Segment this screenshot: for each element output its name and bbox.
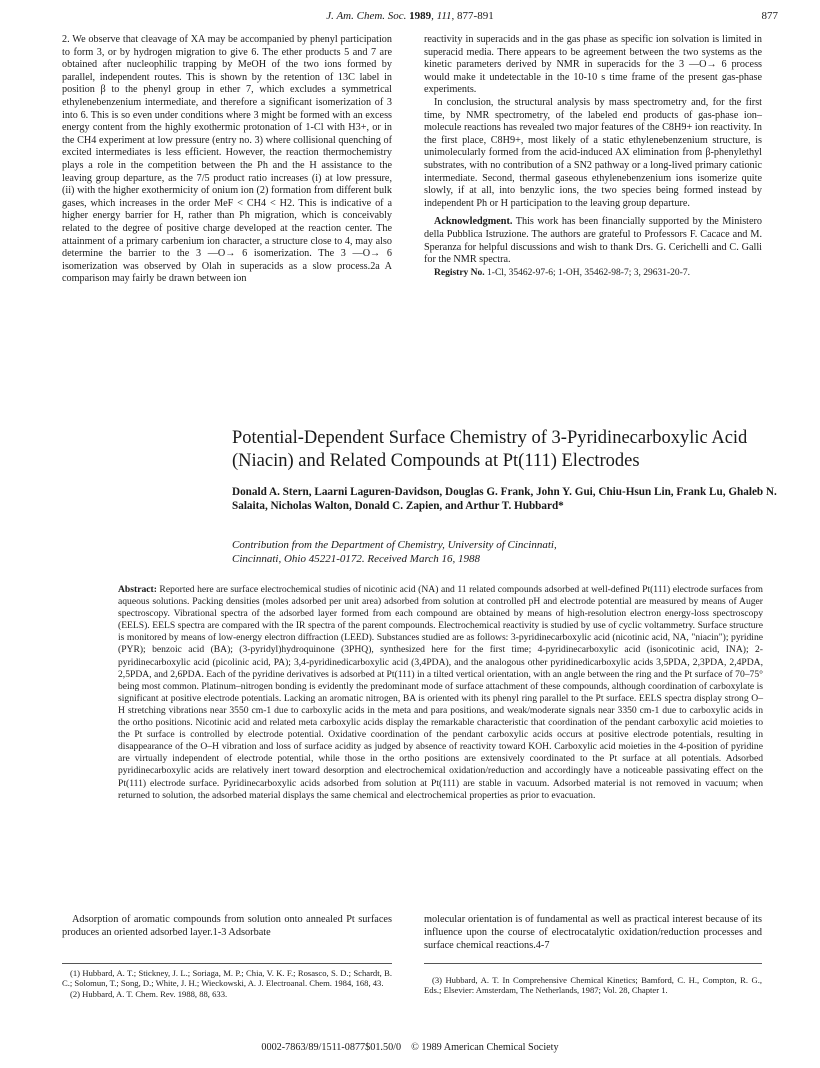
registry-label: Registry No. xyxy=(434,267,485,278)
journal-pages: 877-891 xyxy=(457,10,494,22)
body-paragraph: reactivity in superacids and in the gas phase as specific ion solvation is limited in superacid media. There appears to be agreement between the two systems as the kinetic parameters derived by NMR in superacids for the 3 —O→ 6 process would make it undetectable in the 10-10 s time frame of the present gas-phase experiments. xyxy=(424,34,762,96)
running-header: J. Am. Chem. Soc. 1989, 111, 877-891 xyxy=(326,10,494,22)
footnote: (1) Hubbard, A. T.; Stickney, J. L.; Soriaga, M. P.; Chia, V. K. F.; Rosasco, S. D.; Schardt, B. C.; Solomun, T.; Song, D.; White, J. H.; Wieckowski, A. J. Electroanal. Chem. 1984, 168, 43. xyxy=(62,968,392,989)
registry-text: 1-Cl, 35462-97-6; 1-OH, 35462-98-7; 3, 29631-20-7. xyxy=(484,267,690,278)
footnote-divider xyxy=(424,963,762,964)
abstract-text: Reported here are surface electrochemical studies of nicotinic acid (NA) and 11 related compounds adsorbed at well-defined Pt(111) electrode surfaces from aqueous solutions. Packing densities (moles adsorbed per unit area) adsorbed from solution at controlled pH and electrode potential are measured by means of Auger spectroscopy. Vibrational spectra of the adsorbed layer formed from each compound are obtained by means of high-resolution electron energy-loss spectroscopy (EELS). EELS spectra are compared with the IR spectra of the parent compounds. Electrochemical reactivity is studied by use of cyclic voltammetry. Surface structure is monitored by means of low-energy electron diffraction (LEED). Substances studied are as follows: 3-pyridinecarboxylic acid (nicotinic acid, NA, "niacin"); pyridine (PYR); benzoic acid (BA); (3-pyridyl)hydroquinone (3PHQ), synthesized here for the first time; 4-pyridinecarboxylic acid (isonicotinic acid, INA); 2-pyridinecarboxylic acid (picolinic acid, PA); 3,4-pyridinedicarboxylic acid (3,4PDA), and the analogous other pyridinedicarboxylic acids 3,5PDA, 2,3PDA, 2,4PDA, 2,5PDA, and 2,6PDA. Each of the pyridine derivatives is adsorbed at Pt(111) in a tilted vertical orientation, with an angle between the ring and the Pt surface of 70–75° being most common. Platinum–nitrogen bonding is evidently the predominant mode of surface attachment of these compounds, although coordination of carboxylate is significant at positive electrode potentials. Lacking an aromatic nitrogen, BA is oriented with its phenyl ring parallel to the Pt surface. EELS spectra display strong O–H stretching vibrations near 3550 cm-1 due to carboxylic acids in the meta and para positions, and weak/moderate signals near 3350 cm-1 due to carboxylic acids in the ortho positions. Nicotinic acid and related meta carboxylic acids display the remarkable characteristic that coordination of the pendant carboxylic acid moieties to the Pt surface is controlled by electrode potential. Oxidative coordination of the pendant carboxylic acids occurs at positive electrode potentials, resulting in disappearance of the O–H vibration and loss of surface acidity as judged by absence of reactivity toward KOH. Carboxylic acid moieties in the 4-position of pyridine are virtually independent of electrode potential, while those in the ortho positions are extensively coordinated to the Pt surface at all potentials. Adsorbed pyridinecarboxylic acids are relatively inert toward desorption and electrochemical oxidation/reduction and accordingly have a noticeable passivating effect on the Pt(111) electrode surface. Pyridinecarboxylic acids adsorbed from solution at Pt(111) are stable in vacuum. Adsorbed material is not removed in vacuum; when returned to solution, the adsorbed material displays the same chemical and electrochemical properties as prior to evacuation. xyxy=(118,584,763,801)
article-affiliation xyxy=(232,538,792,566)
acknowledgment-label: Acknowledgment. xyxy=(434,216,513,228)
intro-right-column: molecular orientation is of fundamental as well as practical interest because of its influence upon the course of electrocatalytic oxidation/reduction processes and surface chemical reactions.4-7 xyxy=(424,914,762,951)
journal-name: J. Am. Chem. Soc. xyxy=(326,10,407,22)
footnotes-left xyxy=(62,968,392,999)
journal-year: 1989 xyxy=(409,10,432,22)
article-code: 0002-7863/89/1511-0877$01.50/0 xyxy=(261,1042,402,1053)
registry-numbers xyxy=(424,267,762,280)
abstract-label: Abstract: xyxy=(118,584,157,595)
abstract xyxy=(118,584,763,802)
footnote: (3) Hubbard, A. T. In Comprehensive Chemical Kinetics; Bamford, C. H., Compton, R. G., Eds.; Elsevier: Amsterdam, The Netherlands, 1987; Vol. 28, Chapter 1. xyxy=(424,975,762,996)
footnote: (2) Hubbard, A. T. Chem. Rev. 1988, 88, 633. xyxy=(70,988,228,999)
footnote-divider xyxy=(62,963,392,964)
previous-article-right-column xyxy=(424,34,762,279)
intro-left-column: Adsorption of aromatic compounds from solution onto annealed Pt surfaces produces an oriented adsorbed layer.1-3 Adsorbate xyxy=(62,914,392,938)
previous-article-left-column xyxy=(62,34,392,286)
copyright: © 1989 American Chemical Society xyxy=(411,1042,559,1053)
body-paragraph: 2. We observe that cleavage of XA may be accompanied by phenyl participation to form 3, or by hydrogen migration to give 6. The ether products 5 and 7 are obtained after nucleophilic trapping by MeOH of the two ions formed by parallel, independent routes. This is shown by the retention of 13C label in position β to the phenyl group in ether 7, which excludes a symmetrical ethylenebenzenium intermediate, and therefore a significant isomerization of 3 into 6. This is so even under conditions where 3 might be formed with an excess energy content from the highly exothermic protonation of 1-Cl with H3+, or in the CH4 experiment at low pressure (entry no. 3) where collisional quenching of excited intermediates is less efficient. However, the reaction thermochemistry plays a role in the competition between the Ph and the H assistance to the leaving group departure, as the 7/5 product ratio increases (i) at low pressure, (ii) with the higher exothermicity of onium ion (2) formation from different bulk gases, which increases in the order MeF < CH4 < H2. This is indicative of a higher energy barrier for H, rather than Ph migration, which is conceivably related to the degree of positive charge developed at the reaction center. The attainment of a primary carbenium ion character, a structure close to 4, may also determine the barrier to the 3 —O→ 6 isomerization. The 3 —O→ 6 isomerization was observed by Olah in superacids as a slow process.2a A comparison may fairly be drawn between ion xyxy=(62,34,392,285)
affiliation-line: Contribution from the Department of Chemistry, University of Cincinnati, xyxy=(232,539,557,551)
article-title: Potential-Dependent Surface Chemistry of 3-Pyridinecarboxylic Acid (Niacin) and Related Compounds at Pt(111) Electrodes xyxy=(232,428,748,471)
article-authors: Donald A. Stern, Laarni Laguren-Davidson, Douglas G. Frank, John Y. Gui, Chiu-Hsun Lin, Frank Lu, Ghaleb N. Salaita, Nicholas Walton, Donald C. Zapien, and Arthur T. Hubbard* xyxy=(232,486,777,512)
acknowledgment-text: This work has been financially supported by the Ministero della Pubblica Istruzione. The authors are grateful to Professors F. Cacace and M. Speranza for helpful discussions and wish to thank Drs. G. Cerichelli and C. Galli for the NMR spectra. xyxy=(424,216,762,266)
journal-volume: 111 xyxy=(436,10,452,22)
acknowledgment xyxy=(424,216,762,266)
affiliation-received: Cincinnati, Ohio 45221-0172. Received March 16, 1988 xyxy=(232,553,480,565)
footnotes-right xyxy=(424,975,762,996)
page-footer xyxy=(0,1042,820,1053)
body-paragraph: In conclusion, the structural analysis by mass spectrometry and, for the first time, by NMR spectrometry, of the labeled end products of gas-phase ion–molecule reactions has revealed two major features of the C8H9+ ion reactivity. In the first place, C8H9+, most likely of a static ethylenebenzenium structure, is unimolecularly formed from the acid-induced AX elimination from β-phenylethyl substrates, with no contribution of a SN2 pathway or a long-lived primary cationic intermediate. Second, thermal gaseous ethylenebenzenium ions isomerize quite slowly, if at all, into benzylic ions, the two species being formed instead by independent Ph or H participation to the leaving group departure. xyxy=(424,96,762,209)
page-number: 877 xyxy=(761,10,778,22)
